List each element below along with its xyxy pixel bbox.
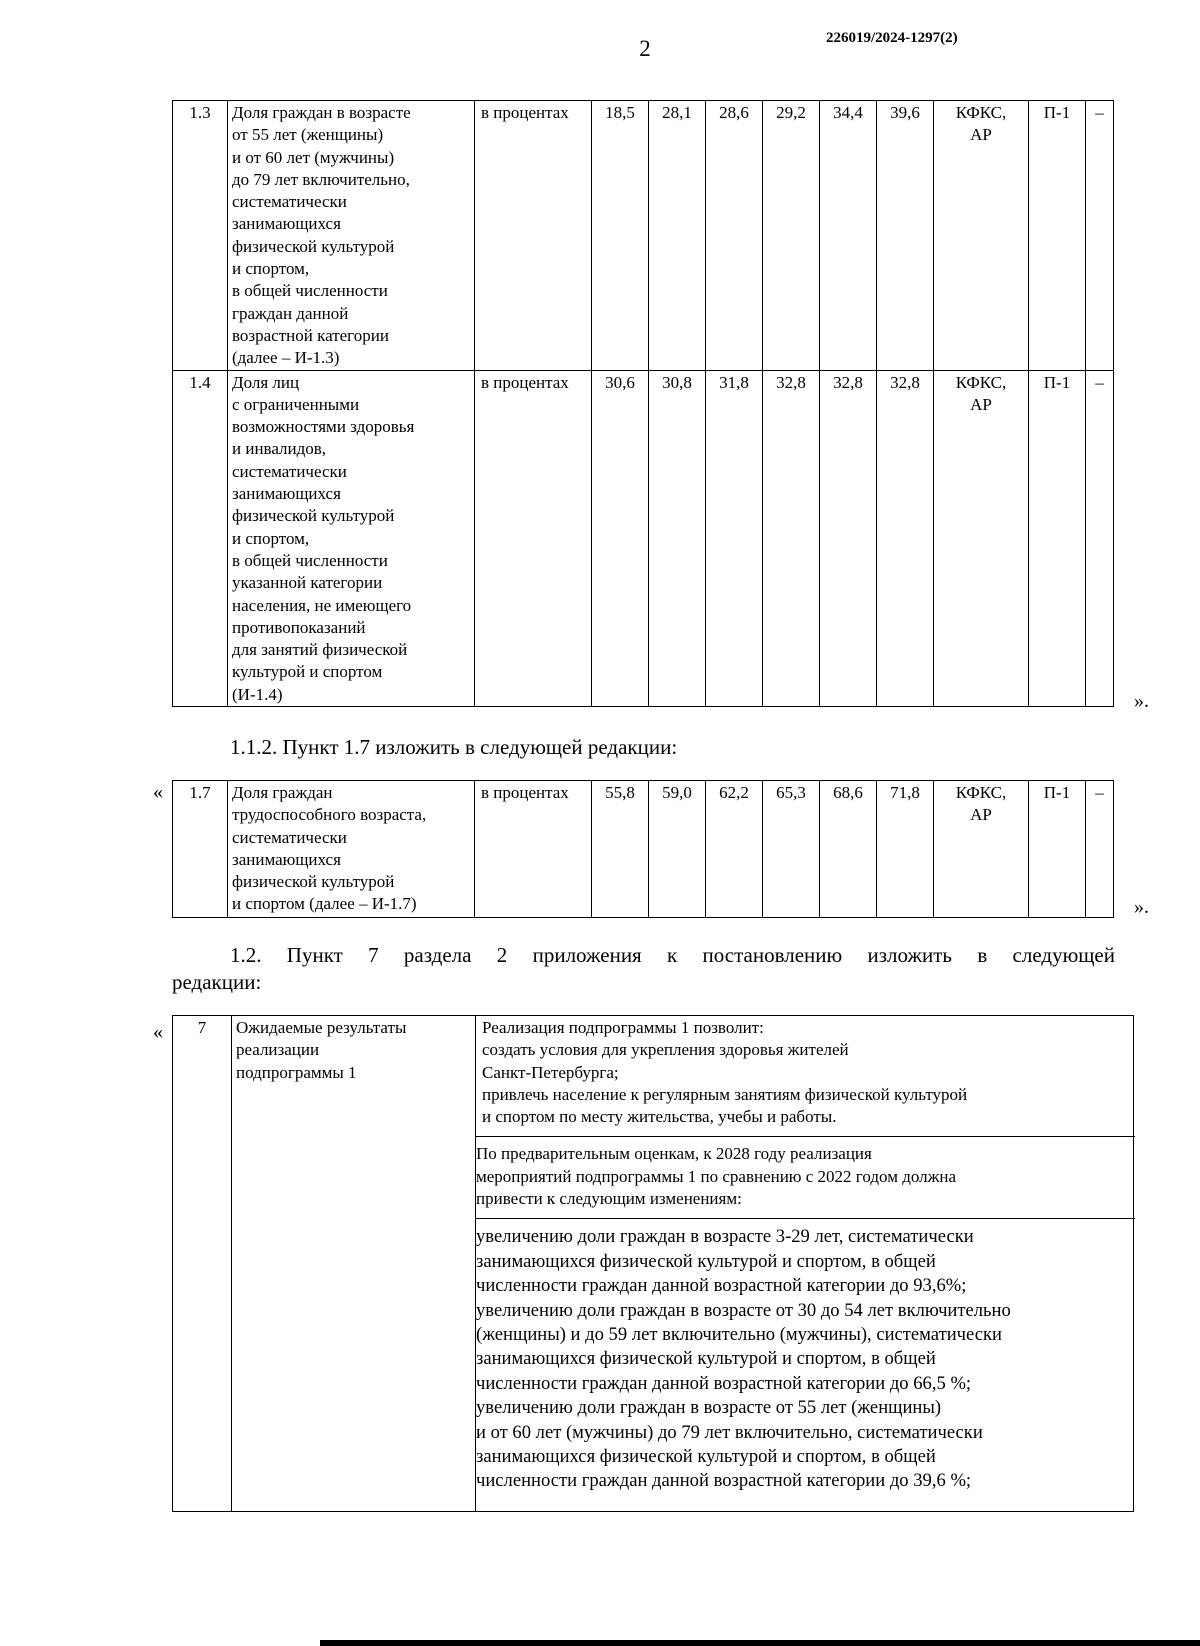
opening-quote: « [153, 781, 163, 803]
value-cell: 29,2 [763, 101, 820, 371]
table-row [173, 101, 1114, 371]
value-cell: 30,6 [592, 370, 649, 706]
responsible-org: КФКС, АР [934, 101, 1029, 371]
paragraph-line: редакции: [172, 970, 262, 994]
value-cell: 39,6 [877, 101, 934, 371]
section-name: Ожидаемые результаты реализации подпрограммы 1 [232, 1016, 476, 1512]
value-cell: 30,8 [649, 370, 706, 706]
results-description [476, 1016, 1134, 1512]
page-number: 2 [639, 36, 651, 61]
value-cell: 71,8 [877, 781, 934, 918]
dash-cell: – [1086, 370, 1114, 706]
unit: в процентах [475, 781, 592, 918]
responsible-org: КФКС, АР [934, 370, 1029, 706]
unit: в процентах [475, 101, 592, 371]
row-number: 1.7 [173, 781, 228, 918]
value-cell: 32,8 [820, 370, 877, 706]
closing-quote: ». [1134, 690, 1149, 712]
value-cell: 28,1 [649, 101, 706, 371]
expected-results-table [172, 1015, 1134, 1512]
table-row [173, 1016, 1134, 1512]
row-number: 1.3 [173, 101, 228, 371]
value-cell: 34,4 [820, 101, 877, 371]
indicator-name: Доля лиц с ограниченными возможностями здоровья и инвалидов, систематически занимающихся физической культурой и спортом, в общей численности указанной категории населения, не имеющего противопоказаний для занятий физической культурой и спортом (И-1.4) [228, 370, 475, 706]
value-cell: 31,8 [706, 370, 763, 706]
row-number: 7 [173, 1016, 232, 1512]
results-block: Реализация подпрограммы 1 позволит: создать условия для укрепления здоровья жителей Санкт-Петербурга; привлечь население к регулярным занятиям физической культурой и спортом по месту жительства, учебы и работы. [482, 1018, 968, 1127]
value-cell: 32,8 [763, 370, 820, 706]
program-code: П-1 [1029, 370, 1086, 706]
indicators-table [172, 100, 1114, 707]
document-id: 226019/2024-1297(2) [826, 30, 958, 46]
results-block: По предварительным оценкам, к 2028 году реализация мероприятий подпрограммы 1 по сравнению с 2022 годом должна привести к следующим изменениям: [476, 1136, 1135, 1212]
value-cell: 55,8 [592, 781, 649, 918]
indicator-1-7-table [172, 780, 1114, 918]
value-cell: 68,6 [820, 781, 877, 918]
dash-cell: – [1086, 781, 1114, 918]
results-block: увеличению доли граждан в возрасте 3-29 лет, систематически занимающихся физической культурой и спортом, в общей численности граждан данной возрастной категории до 93,6%; увеличению доли граждан в возрасте от 30 до 54 лет включительно (женщины) и до 59 лет включительно (мужчины), систематически занимающихся физической культурой и спортом, в общей численности граждан данной возрастной категории до 66,5 %; увеличению доли граждан в возрасте от 55 лет (женщины) и от 60 лет (мужчины) до 79 лет включительно, систематически занимающихся физической культурой и спортом, в общей численности граждан данной возрастной категории до 39,6 %; [476, 1218, 1135, 1493]
table-row [173, 370, 1114, 706]
value-cell: 28,6 [706, 101, 763, 371]
paragraph-1-1-2: 1.1.2. Пункт 1.7 изложить в следующей редакции: [230, 735, 678, 759]
row-number: 1.4 [173, 370, 228, 706]
indicator-name: Доля граждан в возрасте от 55 лет (женщины) и от 60 лет (мужчины) до 79 лет включительно, систематически занимающихся физической культурой и спортом, в общей численности граждан данной возрастной категории (далее – И-1.3) [228, 101, 475, 371]
program-code: П-1 [1029, 781, 1086, 918]
value-cell: 59,0 [649, 781, 706, 918]
unit: в процентах [475, 370, 592, 706]
footer-rule [320, 1640, 1200, 1646]
table-row [173, 781, 1114, 918]
opening-quote: « [153, 1021, 163, 1043]
value-cell: 18,5 [592, 101, 649, 371]
value-cell: 62,2 [706, 781, 763, 918]
dash-cell: – [1086, 101, 1114, 371]
value-cell: 32,8 [877, 370, 934, 706]
paragraph-line: 1.2. Пункт 7 раздела 2 приложения к постановлению изложить в следующей [230, 943, 1115, 967]
paragraph-1-2 [172, 942, 1115, 996]
program-code: П-1 [1029, 101, 1086, 371]
closing-quote: ». [1134, 896, 1149, 918]
indicator-name: Доля граждан трудоспособного возраста, систематически занимающихся физической культурой и спортом (далее – И-1.7) [228, 781, 475, 918]
responsible-org: КФКС, АР [934, 781, 1029, 918]
value-cell: 65,3 [763, 781, 820, 918]
